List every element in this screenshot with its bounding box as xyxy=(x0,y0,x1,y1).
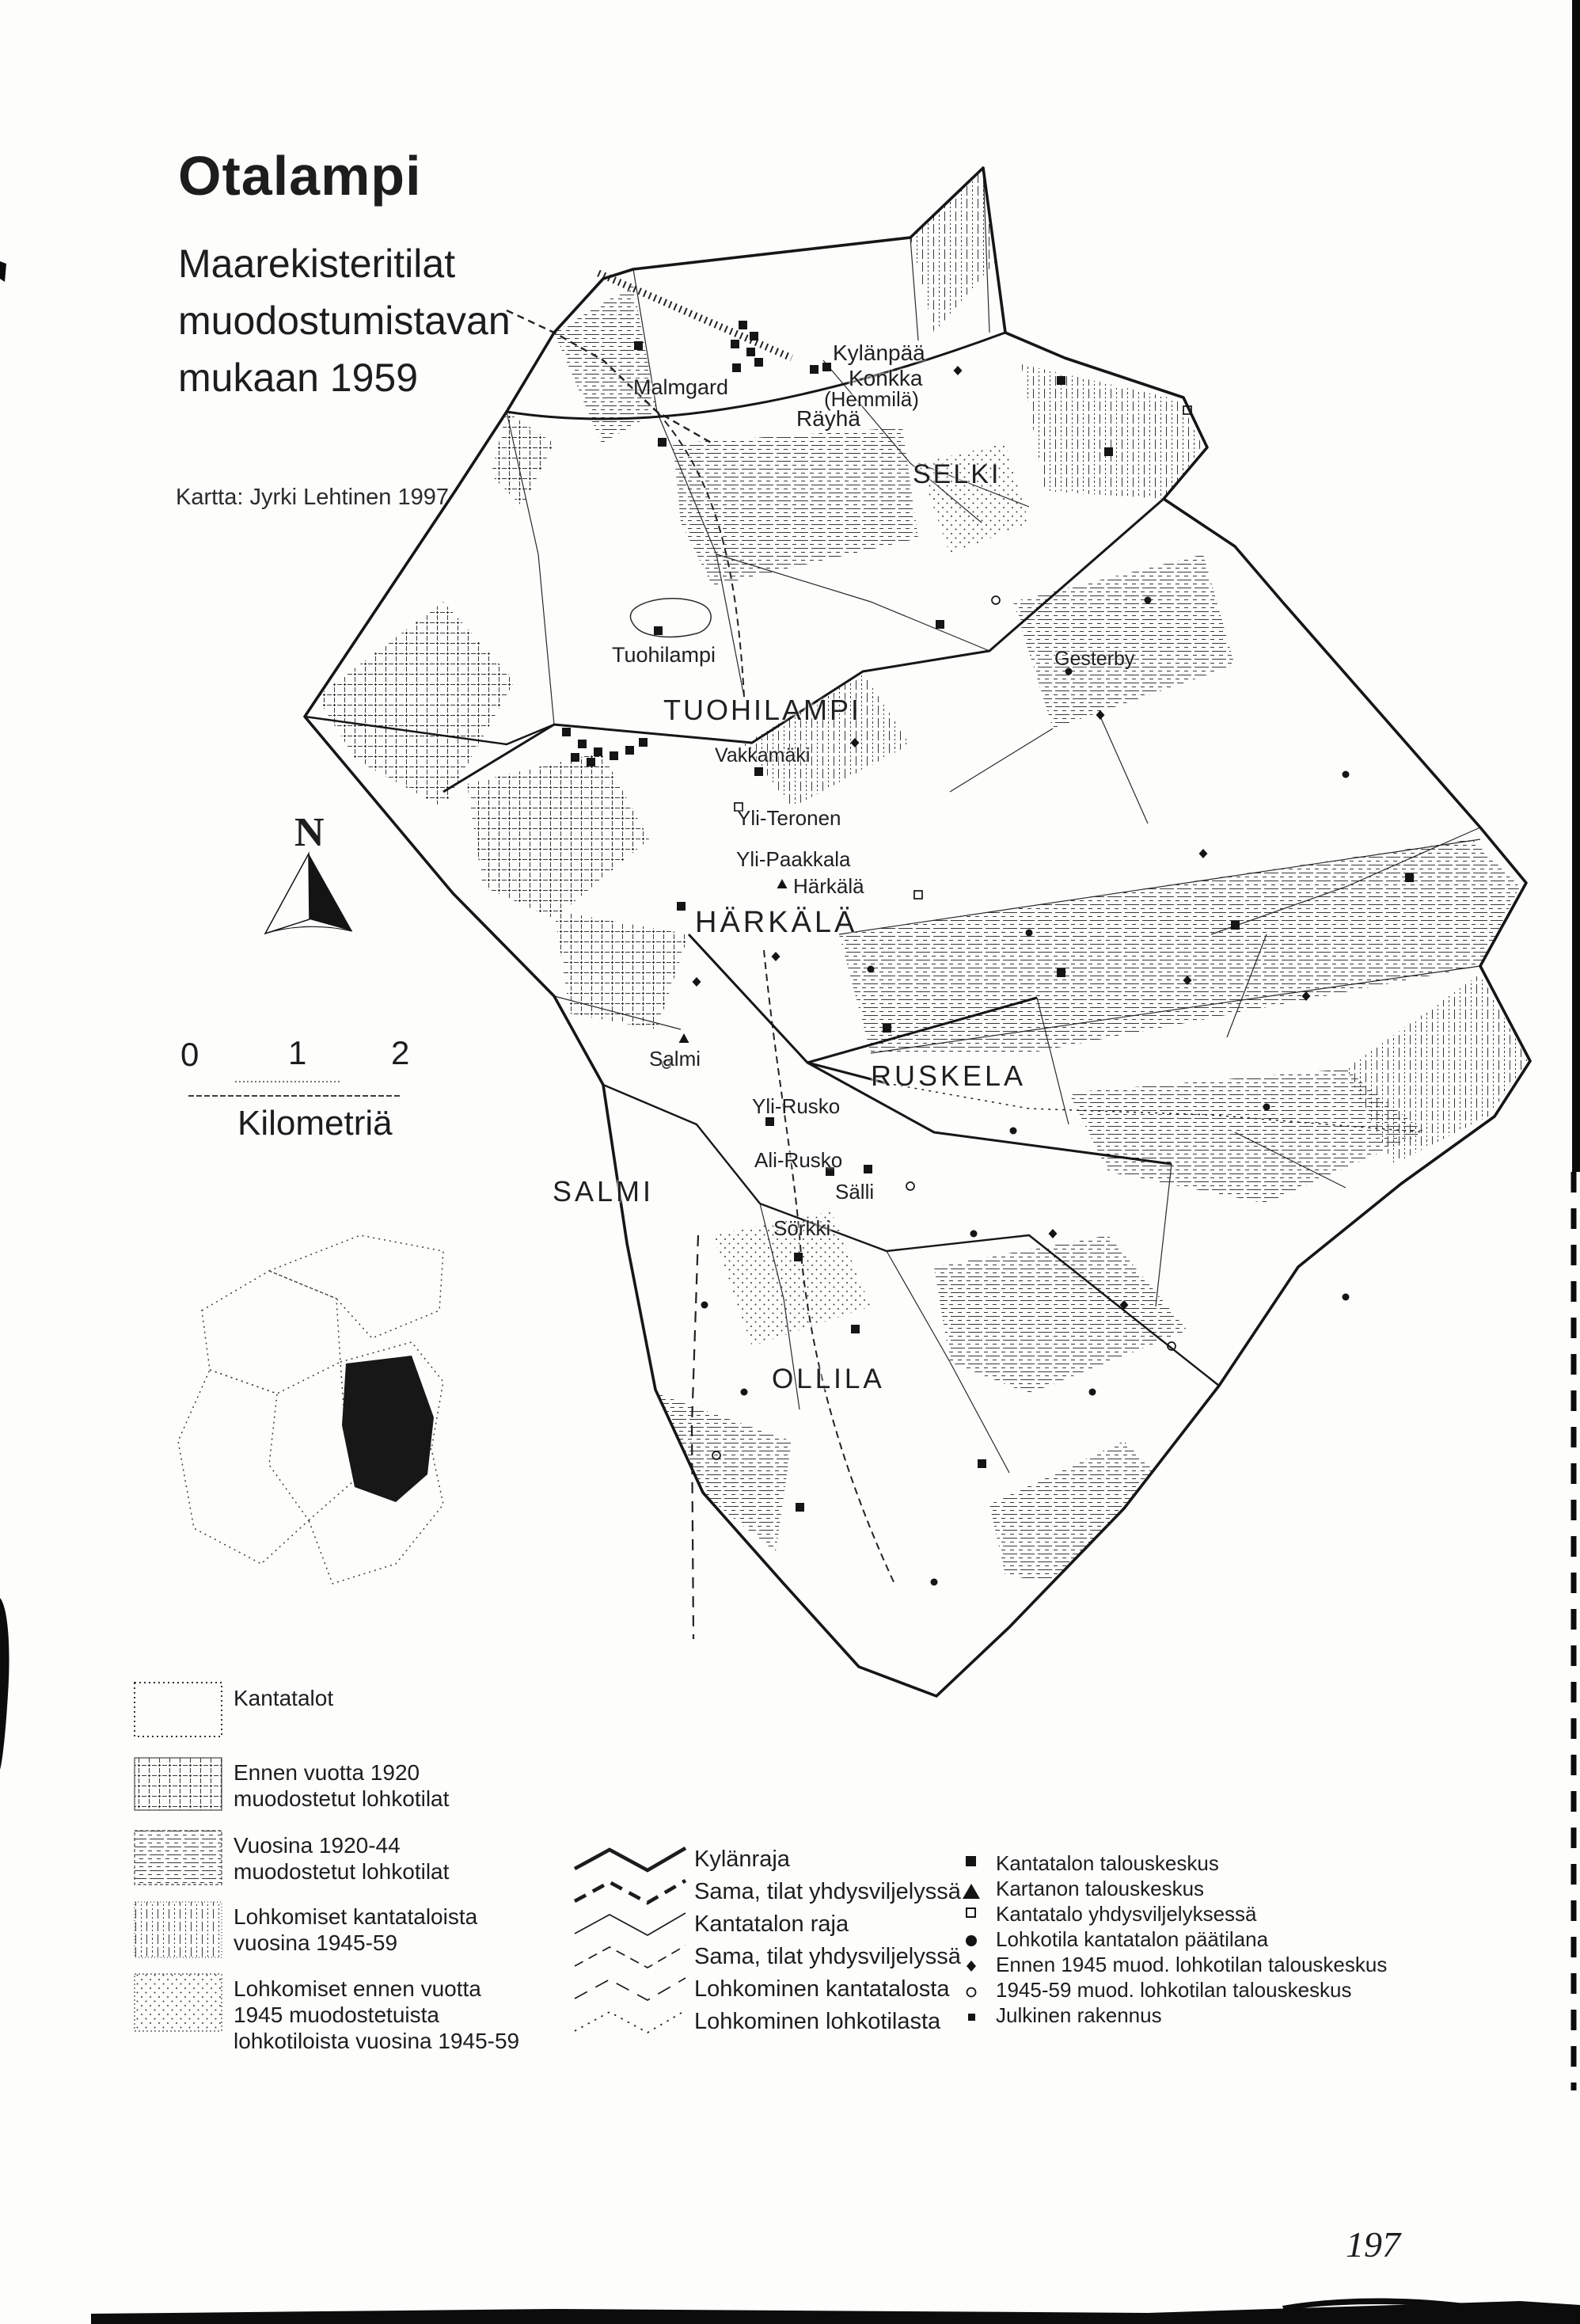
inset-highlight-region xyxy=(342,1356,434,1502)
map-symbol-dot xyxy=(701,1302,708,1309)
map-label: SALMI xyxy=(553,1175,655,1208)
map-label: Salmi xyxy=(649,1047,701,1071)
map-symbol-sq xyxy=(578,740,587,748)
map-symbol-dm xyxy=(1199,849,1208,858)
map-label: (Hemmilä) xyxy=(824,387,919,411)
map-label: TUOHILAMPI xyxy=(663,694,862,726)
map-symbol-sq xyxy=(677,902,686,911)
scale-unit-label: Kilometriä xyxy=(237,1104,393,1143)
map-symbol-oc xyxy=(992,596,1000,604)
map-symbol-sq xyxy=(822,363,831,371)
map-symbol-sq xyxy=(1231,921,1240,930)
map-label: Malmgard xyxy=(633,375,729,399)
north-label: N xyxy=(294,810,325,855)
map-credit: Kartta: Jyrki Lehtinen 1997 xyxy=(176,485,449,510)
legend-item-pre1920: Ennen vuotta 1920 muodostetut lohkotilat xyxy=(234,1760,450,1811)
map-symbol-sq xyxy=(1057,376,1065,385)
legend-line-swatches xyxy=(575,1848,686,2033)
map-symbol-sq xyxy=(562,728,571,736)
inset-locator-map xyxy=(178,1235,443,1584)
map-label: Sälli xyxy=(835,1180,875,1204)
map-symbol-dot xyxy=(1343,1294,1350,1301)
legend-item-sama-1: Sama, tilat yhdysviljelyssä xyxy=(694,1879,961,1904)
legend-symbol-swatches xyxy=(963,1856,980,2021)
map-symbol-tri xyxy=(777,879,788,888)
map-label: Yli-Rusko xyxy=(752,1094,841,1118)
map-symbol-sq xyxy=(587,758,595,766)
legend-item-lohkominen-lohkotilasta: Lohkominen lohkotilasta xyxy=(694,2009,941,2034)
map-symbol-sq xyxy=(754,767,763,776)
map-symbol-dot xyxy=(1343,771,1350,778)
legend-item-1945-59: Lohkomiset kantataloista vuosina 1945-59 xyxy=(234,1904,478,1955)
map-label: Kylänpää xyxy=(833,340,925,365)
map-symbol-dot xyxy=(1145,597,1152,604)
map-symbol-dm xyxy=(954,366,963,375)
map-symbol-sq xyxy=(754,358,763,367)
map-symbol-dm xyxy=(772,952,781,961)
map-label: Gesterby xyxy=(1054,648,1135,670)
map-symbol-dot xyxy=(868,966,875,973)
page-subtitle-line3: mukaan 1959 xyxy=(178,356,419,400)
map-symbol-sq xyxy=(1405,873,1414,882)
map-symbol-dm xyxy=(1049,1229,1058,1238)
map-symbol-dot xyxy=(970,1230,978,1238)
scale-tick-0: 0 xyxy=(180,1036,199,1073)
map-symbol-sq xyxy=(1104,447,1113,456)
map-label: Konkka xyxy=(849,366,923,390)
map-symbol-dot xyxy=(1263,1104,1270,1111)
map-symbol-dot xyxy=(741,1389,748,1396)
legend-item-kartanon-talouskeskus: Kartanon talouskeskus xyxy=(996,1877,1205,1900)
map-symbol-sq xyxy=(658,438,667,447)
map-symbol-sq xyxy=(794,1253,803,1261)
map-symbol-sq xyxy=(739,321,747,329)
map-symbol-sq xyxy=(610,751,618,760)
map-symbol-sq xyxy=(883,1024,891,1033)
map-symbol-osq xyxy=(914,891,922,899)
page-subtitle-line2: muodostumistavan xyxy=(178,299,511,343)
map-symbol-sq xyxy=(639,738,648,747)
legend-item-1945-59-talouskeskus: 1945-59 muod. lohkotilan talouskeskus xyxy=(996,1978,1352,2002)
map-label: HÄRKÄLÄ xyxy=(695,906,858,939)
legend-item-kylanraja: Kylänraja xyxy=(694,1847,790,1872)
legend-item-kantatalon-talouskeskus: Kantatalon talouskeskus xyxy=(996,1851,1219,1875)
legend-item-pre1945-lohkotilat: Lohkomiset ennen vuotta 1945 muodostetuista lohkotiloista vuosina 1945-59 xyxy=(234,1976,520,2053)
legend-item-kantatalot: Kantatalot xyxy=(234,1686,334,1710)
map-symbol-sq xyxy=(625,746,634,755)
legend-item-lohkominen-kantatalosta: Lohkominen kantatalosta xyxy=(694,1976,950,2002)
north-arrow-icon xyxy=(265,854,352,934)
legend-item-julkinen-rakennus: Julkinen rakennus xyxy=(996,2003,1162,2027)
map-symbol-sq xyxy=(750,332,758,340)
map-label: Vakkamäki xyxy=(715,744,811,766)
map-label: Härkälä xyxy=(793,874,864,898)
map-symbol-dot xyxy=(1026,930,1033,937)
map-label: Räyhä xyxy=(796,406,860,431)
scale-bar-graphic xyxy=(188,1082,402,1096)
map-symbol-dot xyxy=(1089,1389,1096,1396)
page-subtitle-line1: Maarekisteritilat xyxy=(178,242,456,286)
map-symbol-sq xyxy=(731,340,739,348)
map-label: Tuohilampi xyxy=(612,643,716,667)
map-label: SELKI xyxy=(913,459,1001,489)
map-symbol-sq xyxy=(1057,968,1065,977)
legend-item-kantatalo-yhdysviljelyksessa: Kantatalo yhdysviljelyksessä xyxy=(996,1902,1257,1926)
map-symbol-sq xyxy=(732,363,741,372)
map-symbol-dot xyxy=(931,1579,938,1586)
map-symbol-sq xyxy=(796,1503,804,1512)
map-symbol-sq xyxy=(634,341,643,350)
legend-item-ennen1945-talouskeskus: Ennen 1945 muod. lohkotilan talouskeskus xyxy=(996,1953,1388,1976)
map-label: Ali-Rusko xyxy=(754,1148,843,1172)
map-label: OLLILA xyxy=(772,1364,885,1394)
legend-item-kantatalon-raja: Kantatalon raja xyxy=(694,1911,849,1937)
map-symbol-oc xyxy=(906,1182,914,1190)
map-symbol-sq xyxy=(654,626,663,635)
page-number: 197 xyxy=(1346,2224,1400,2265)
map-symbol-sq xyxy=(936,620,944,629)
legend-item-sama-2: Sama, tilat yhdysviljelyssä xyxy=(694,1944,961,1969)
legend-area-swatches xyxy=(135,1683,222,2031)
map-symbol-sq xyxy=(864,1165,872,1173)
scale-tick-2: 2 xyxy=(391,1034,410,1071)
map-symbol-dm xyxy=(693,977,701,987)
map-symbol-sq xyxy=(594,747,602,756)
page-title: Otalampi xyxy=(178,145,422,207)
legend-item-1920-44: Vuosina 1920-44 muodostetut lohkotilat xyxy=(234,1833,450,1884)
map-symbol-sq xyxy=(571,753,579,762)
lake-tuohilampi xyxy=(630,599,711,637)
map-symbol-dot xyxy=(1010,1128,1017,1135)
scale-tick-1: 1 xyxy=(288,1034,307,1071)
map-label: Sörkki xyxy=(773,1216,831,1240)
map-symbol-sq xyxy=(978,1459,986,1468)
map-symbol-sq xyxy=(746,348,755,356)
map-label: Yli-Teronen xyxy=(737,806,841,830)
map-label: Yli-Paakkala xyxy=(736,847,851,871)
map-symbol-sq xyxy=(851,1325,860,1333)
map-symbol-tri xyxy=(679,1033,689,1043)
map-label: RUSKELA xyxy=(871,1059,1027,1092)
map-symbol-sq xyxy=(810,365,818,374)
legend-item-lohkotila-paatilana: Lohkotila kantatalon päätilana xyxy=(996,1927,1269,1951)
